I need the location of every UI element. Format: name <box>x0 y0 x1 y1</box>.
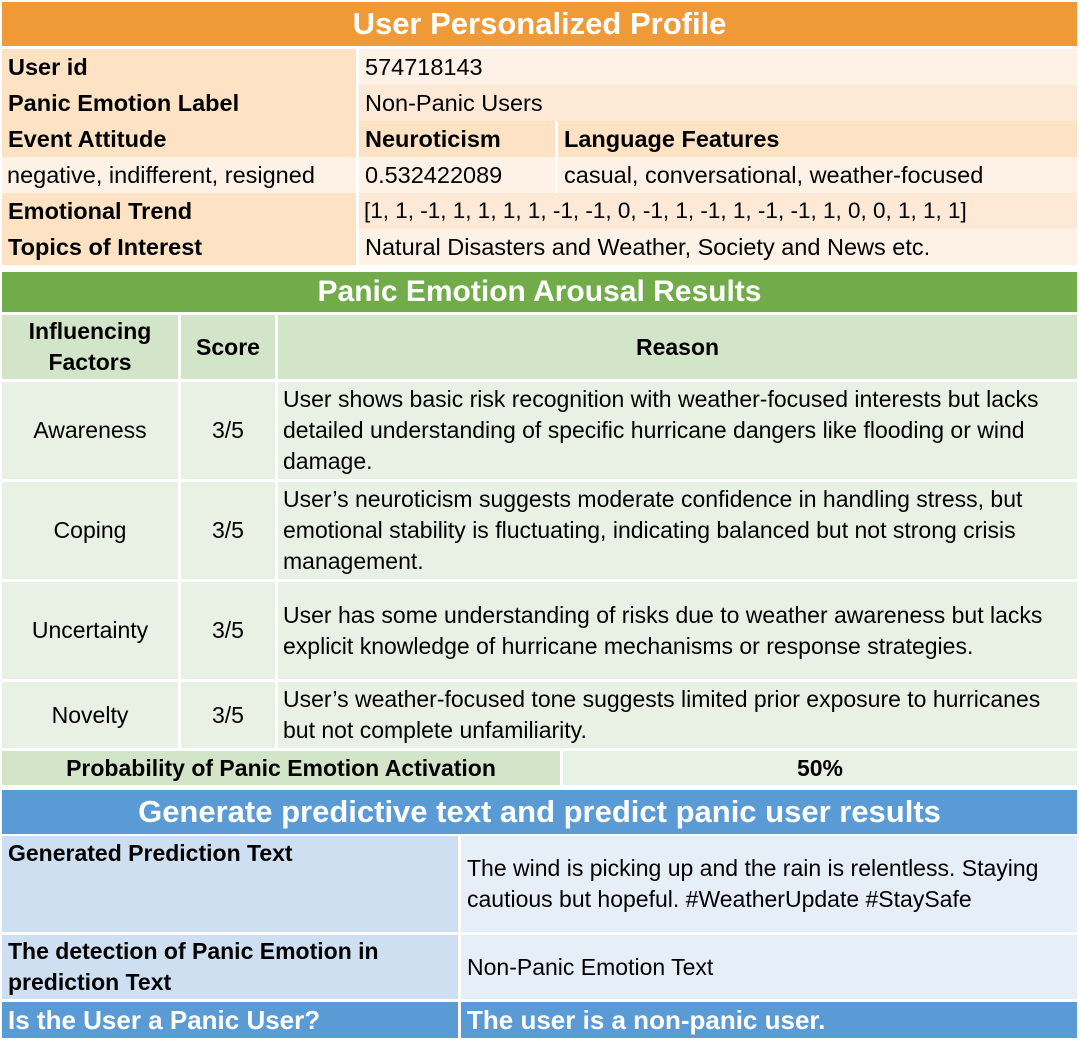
final-question-label: Is the User a Panic User? <box>2 1002 458 1038</box>
panic-label-label: Panic Emotion Label <box>2 85 356 121</box>
table-row <box>2 482 1077 579</box>
profile-row-user-id <box>2 49 1077 85</box>
table-row <box>2 382 1077 479</box>
profile-row-attribute-headers <box>2 121 1077 157</box>
arousal-header-row <box>2 315 1077 379</box>
probability-row <box>2 751 1077 785</box>
factor-cell: Uncertainty <box>2 582 178 679</box>
profile-row-topics <box>2 229 1077 265</box>
detection-row <box>2 935 1077 999</box>
profile-row-panic-label <box>2 85 1077 121</box>
probability-value: 50% <box>563 751 1077 785</box>
reason-cell: User’s weather-focused tone suggests limited prior exposure to hurricanes but not complete unfamiliarity. <box>278 682 1077 748</box>
prediction-table <box>2 836 1077 1038</box>
reason-cell: User has some understanding of risks due to weather awareness but lacks explicit knowledge of hurricane mechanisms or response strategies. <box>278 582 1077 679</box>
header-score: Score <box>181 315 275 379</box>
profile-row-emotional-trend <box>2 193 1077 229</box>
language-features-value: casual, conversational, weather-focused <box>558 157 1077 193</box>
prediction-title: Generate predictive text and predict panic user results <box>2 790 1077 834</box>
arousal-table <box>2 315 1077 785</box>
profile-title: User Personalized Profile <box>2 2 1077 46</box>
table-row <box>2 582 1077 679</box>
generated-text-label: Generated Prediction Text <box>2 836 458 932</box>
detection-value: Non-Panic Emotion Text <box>461 935 1077 999</box>
score-cell: 3/5 <box>181 682 275 748</box>
neuroticism-label: Neuroticism <box>359 121 555 157</box>
detection-label: The detection of Panic Emotion in prediction Text <box>2 935 458 999</box>
score-cell: 3/5 <box>181 382 275 479</box>
final-answer-value: The user is a non-panic user. <box>461 1002 1077 1038</box>
emotional-trend-value: [1, 1, -1, 1, 1, 1, 1, -1, -1, 0, -1, 1, -1, 1, -1, -1, 1, 0, 0, 1, 1, 1] <box>359 193 1077 229</box>
arousal-title: Panic Emotion Arousal Results <box>2 272 1077 312</box>
event-attitude-label: Event Attitude <box>2 121 356 157</box>
factor-cell: Coping <box>2 482 178 579</box>
emotional-trend-label: Emotional Trend <box>2 193 356 229</box>
user-id-value: 574718143 <box>359 49 1077 85</box>
score-cell: 3/5 <box>181 482 275 579</box>
language-features-label: Language Features <box>558 121 1077 157</box>
generated-text-value: The wind is picking up and the rain is relentless. Staying cautious but hopeful. #WeatherUpdate #StaySafe <box>461 836 1077 932</box>
profile-row-attribute-values <box>2 157 1077 193</box>
probability-label: Probability of Panic Emotion Activation <box>2 751 560 785</box>
panic-label-value: Non-Panic Users <box>359 85 1077 121</box>
score-cell: 3/5 <box>181 582 275 679</box>
reason-cell: User’s neuroticism suggests moderate confidence in handling stress, but emotional stability is fluctuating, indicating balanced but not strong crisis management. <box>278 482 1077 579</box>
topics-value: Natural Disasters and Weather, Society and News etc. <box>359 229 1077 265</box>
factor-cell: Novelty <box>2 682 178 748</box>
topics-label: Topics of Interest <box>2 229 356 265</box>
final-result-row <box>2 1002 1077 1038</box>
table-row <box>2 682 1077 748</box>
neuroticism-value: 0.532422089 <box>359 157 555 193</box>
generated-text-row <box>2 836 1077 932</box>
reason-cell: User shows basic risk recognition with weather-focused interests but lacks detailed understanding of specific hurricane dangers like flooding or wind damage. <box>278 382 1077 479</box>
header-reason: Reason <box>278 315 1077 379</box>
user-id-label: User id <box>2 49 356 85</box>
event-attitude-value: negative, indifferent, resigned <box>2 157 356 193</box>
factor-cell: Awareness <box>2 382 178 479</box>
header-factors: Influencing Factors <box>2 315 178 379</box>
